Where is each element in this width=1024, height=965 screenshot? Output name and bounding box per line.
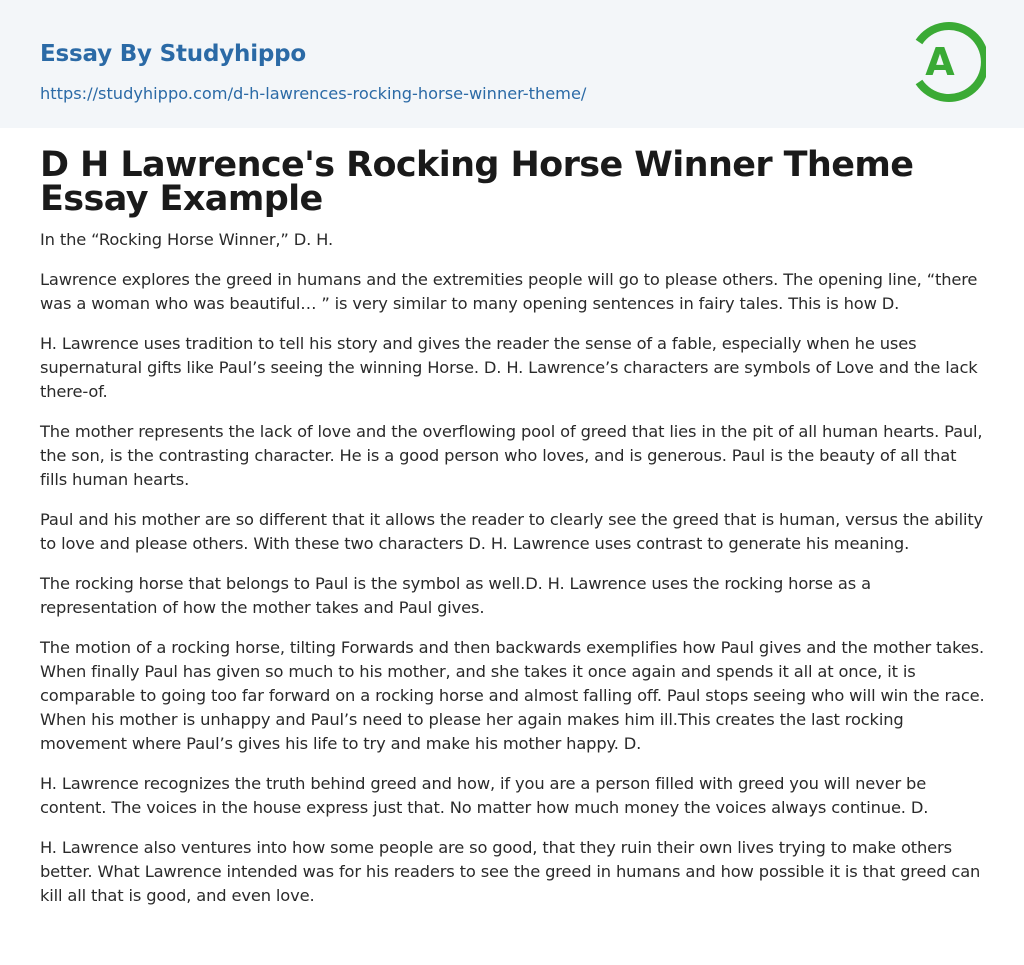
site-brand[interactable]: Essay By Studyhippo xyxy=(40,41,307,67)
article-content xyxy=(40,145,988,924)
article-url-link[interactable]: https://studyhippo.com/d-h-lawrences-rocking-horse-winner-theme/ xyxy=(40,84,587,103)
article-title: D H Lawrence's Rocking Horse Winner Theme Essay Example xyxy=(40,145,914,219)
paragraph-1: In the “Rocking Horse Winner,” D. H. xyxy=(40,230,333,249)
logo-icon[interactable] xyxy=(912,19,986,105)
paragraph-3: H. Lawrence uses tradition to tell his story and gives the reader the sense of a fable, especially when he uses supernatural gifts like Paul’s seeing the winning Horse. D. H. Lawrence’s characters are symbols of Love and the lack there-of. xyxy=(40,334,978,401)
paragraph-4: The mother represents the lack of love and the overflowing pool of greed that lies in the pit of all human hearts. Paul, the son, is the contrasting character. He is a good person who loves, and is generous. Paul is the beauty of all that fills human hearts. xyxy=(40,422,983,489)
paragraph-2: Lawrence explores the greed in humans and the extremities people will go to please others. The opening line, “there was a woman who was beautiful… ” is very similar to many opening sentences in fairy tales. This is how D. xyxy=(40,270,978,313)
paragraph-6: The rocking horse that belongs to Paul is the symbol as well.D. H. Lawrence uses the rocking horse as a representation of how the mother takes and Paul gives. xyxy=(40,574,871,617)
paragraph-9: H. Lawrence also ventures into how some people are so good, that they ruin their own lives trying to make others better. What Lawrence intended was for his readers to see the greed in humans and how possible it is that greed can kill all that is good, and even love. xyxy=(40,838,981,905)
logo-letter: A xyxy=(925,40,955,84)
paragraph-7: The motion of a rocking horse, tilting Forwards and then backwards exemplifies how Paul gives and the mother takes. When finally Paul has given so much to his mother, and she takes it once again and spends it all at once, it is comparable to going too far forward on a rocking horse and almost falling off. Paul stops seeing who will win the race. When his mother is unhappy and Paul’s need to please her again makes him ill.This creates the last rocking movement where Paul’s gives his life to try and make his mother happy. D. xyxy=(40,638,985,753)
paragraph-8: H. Lawrence recognizes the truth behind greed and how, if you are a person filled with greed you will never be content. The voices in the house express just that. No matter how much money the voices always continue. D. xyxy=(40,774,929,817)
paragraph-5: Paul and his mother are so different that it allows the reader to clearly see the greed that is human, versus the ability to love and please others. With these two characters D. H. Lawrence uses contrast to generate his meaning. xyxy=(40,510,984,553)
site-header xyxy=(0,0,1024,128)
